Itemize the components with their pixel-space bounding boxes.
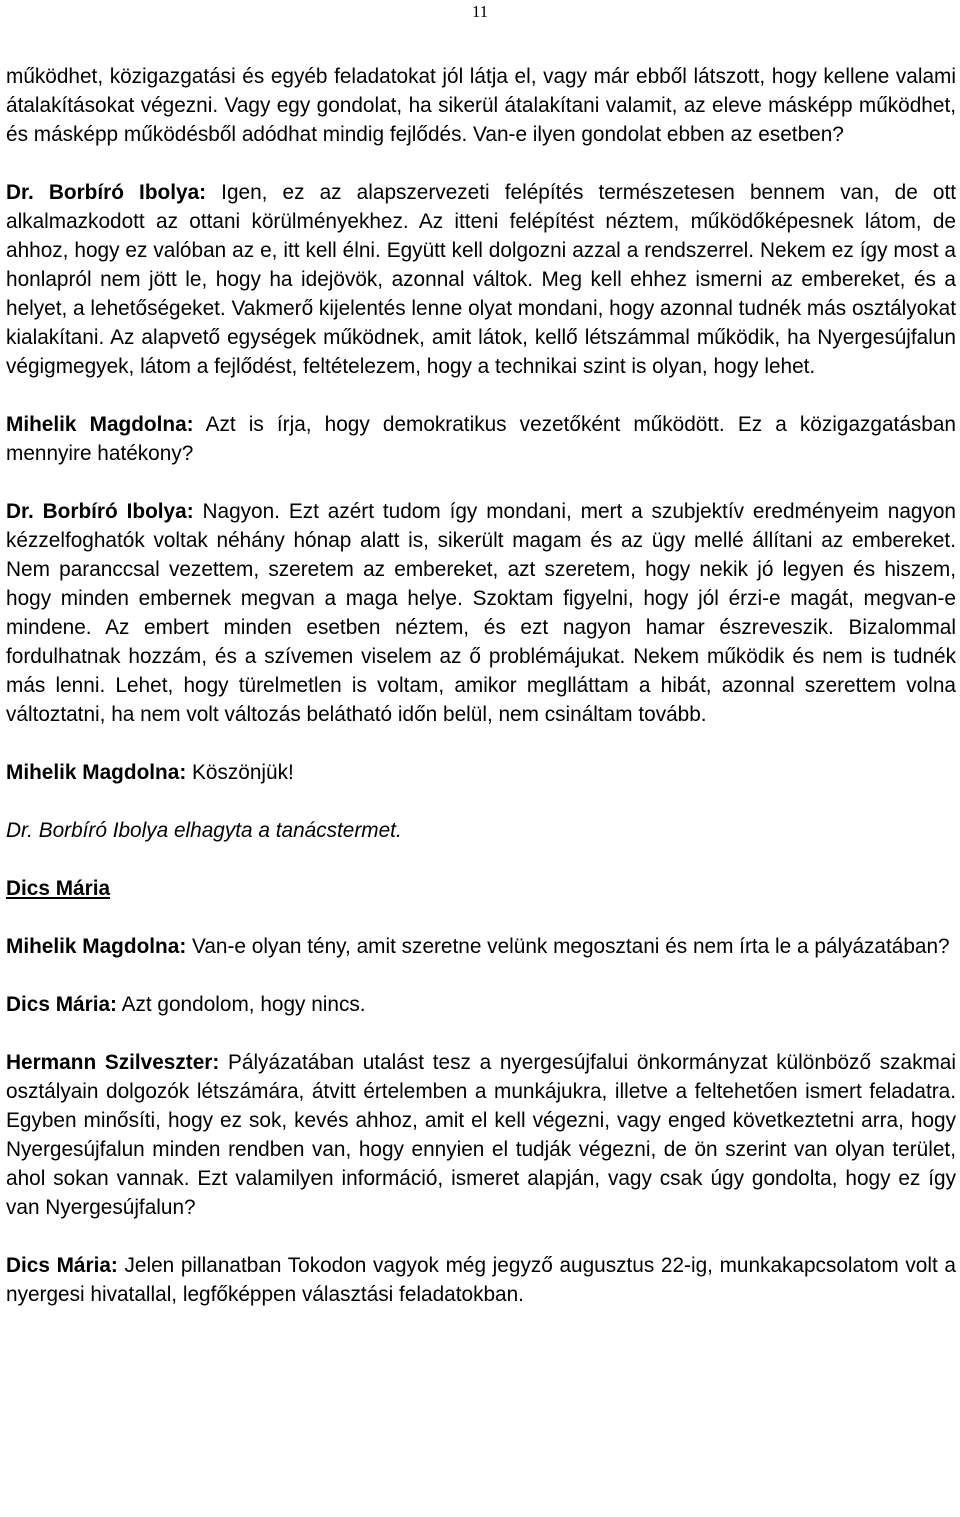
paragraph-mihelik-thanks xyxy=(6,758,956,787)
paragraph-hermann-question xyxy=(6,1048,956,1222)
paragraph-text: Jelen pillanatban Tokodon vagyok még jegyző augusztus 22-ig, munkakapcsolatom volt a nyergesi hivatallal, legfőképpen választási feladatokban. xyxy=(6,1254,956,1306)
speaker-name: Dics Mária: xyxy=(6,993,117,1016)
paragraph-text: Azt is írja, hogy demokratikus vezetőként működött. Ez a közigazgatásban mennyire hatékony? xyxy=(6,413,956,465)
paragraph-text: Azt gondolom, hogy nincs. xyxy=(116,993,366,1016)
speaker-name: Hermann Szilveszter: xyxy=(6,1051,220,1074)
paragraph-borbiro-answer-1 xyxy=(6,178,956,381)
paragraph-text: Nagyon. Ezt azért tudom így mondani, mert a szubjektív eredményeim nagyon kézzelfoghatók voltak néhány hónap alatt is, sikerült magam és az ügy mellé állítani az embereket. Nem paranccsal vezettem, szeretem az embereket, azt szeretem, hogy nekik jó legyen és hiszem, hogy minden embernek megvan a maga helye. Szoktam figyelni, hogy jól érzi-e magát, megvan-e mindene. Az embert minden esetben néztem, és ezt nagyon hamar észreveszik. Bizalommal fordulhatnak hozzám, és a szívemen viselem az ő problémájukat. Nekem működik és nem is tudnék más lenni. Lehet, hogy türelmetlen is voltam, amikor meglláttam a hibát, azonnal szerettem volna változtatni, ha nem volt változás belátható időn belül, nem csináltam tovább. xyxy=(6,500,956,726)
speaker-name: Mihelik Magdolna: xyxy=(6,413,194,436)
paragraph-dics-answer-1 xyxy=(6,990,956,1019)
document-body xyxy=(6,62,956,1338)
paragraph-continuation xyxy=(6,62,956,149)
speaker-name: Dr. Borbíró Ibolya: xyxy=(6,500,194,523)
paragraph-text: Köszönjük! xyxy=(186,761,294,784)
paragraph-text: Pályázatában utalást tesz a nyergesújfalui önkormányzat különböző szakmai osztályain dolgozók létszámára, átvitt értelemben a munkájukra, illetve a feltehetően ismert feladatra. Egyben minősíti, hogy ez sok, kevés ahhoz, amit el kell végezni, vagy enged következtetni arra, hogy Nyergesújfalun minden rendben van, hogy ennyien el tudják végezni, de ön szerint van olyan terület, ahol sokan vannak. Ezt valamilyen információ, ismeret alapján, vagy csak úgy gondolta, hogy ez így van Nyergesújfalun? xyxy=(6,1051,956,1219)
paragraph-borbiro-answer-2 xyxy=(6,497,956,729)
section-heading: Dics Mária xyxy=(6,877,111,900)
paragraph-text: működhet, közigazgatási és egyéb feladatokat jól látja el, vagy már ebből látszott, hogy kellene valami átalakításokat végezni. Vagy egy gondolat, ha sikerül átalakítani valamit, az eleve másképp működhet, és másképp működésből adódhat mindig fejlődés. Van-e ilyen gondolat ebben az esetben? xyxy=(6,65,956,146)
speaker-name: Dr. Borbíró Ibolya: xyxy=(6,181,207,204)
page-number: 11 xyxy=(471,2,489,21)
speaker-name: Mihelik Magdolna: xyxy=(6,761,187,784)
speaker-name: Mihelik Magdolna: xyxy=(6,935,187,958)
stage-direction: Dr. Borbíró Ibolya elhagyta a tanácstermet. xyxy=(6,819,402,842)
paragraph-text: Van-e olyan tény, amit szeretne velünk megosztani és nem írta le a pályázatában? xyxy=(186,935,950,958)
paragraph-mihelik-question-2 xyxy=(6,932,956,961)
speaker-name: Dics Mária: xyxy=(6,1254,118,1277)
paragraph-mihelik-question-1 xyxy=(6,410,956,468)
paragraph-dics-answer-2 xyxy=(6,1251,956,1309)
paragraph-text: Igen, ez az alapszervezeti felépítés természetesen bennem van, de ott alkalmazkodott az ottani körülményekhez. Az itteni felépítést néztem, működőképesnek látom, de ahhoz, hogy ez valóban az e, itt kell élni. Együtt kell dolgozni azzal a rendszerrel. Nekem ez így most a honlapról nem jött le, hogy ha idejövök, azonnal váltok. Meg kell ehhez ismerni az embereket, és a helyet, a lehetőségeket. Vakmerő kijelentés lenne olyat mondani, hogy azonnal tudnék más osztályokat kialakítani. Az alapvető egységek működnek, amit látok, kellő létszámmal működik, ha Nyergesújfalun végigmegyek, látom a fejlődést, feltételezem, hogy a technikai szint is olyan, hogy lehet. xyxy=(6,181,956,378)
